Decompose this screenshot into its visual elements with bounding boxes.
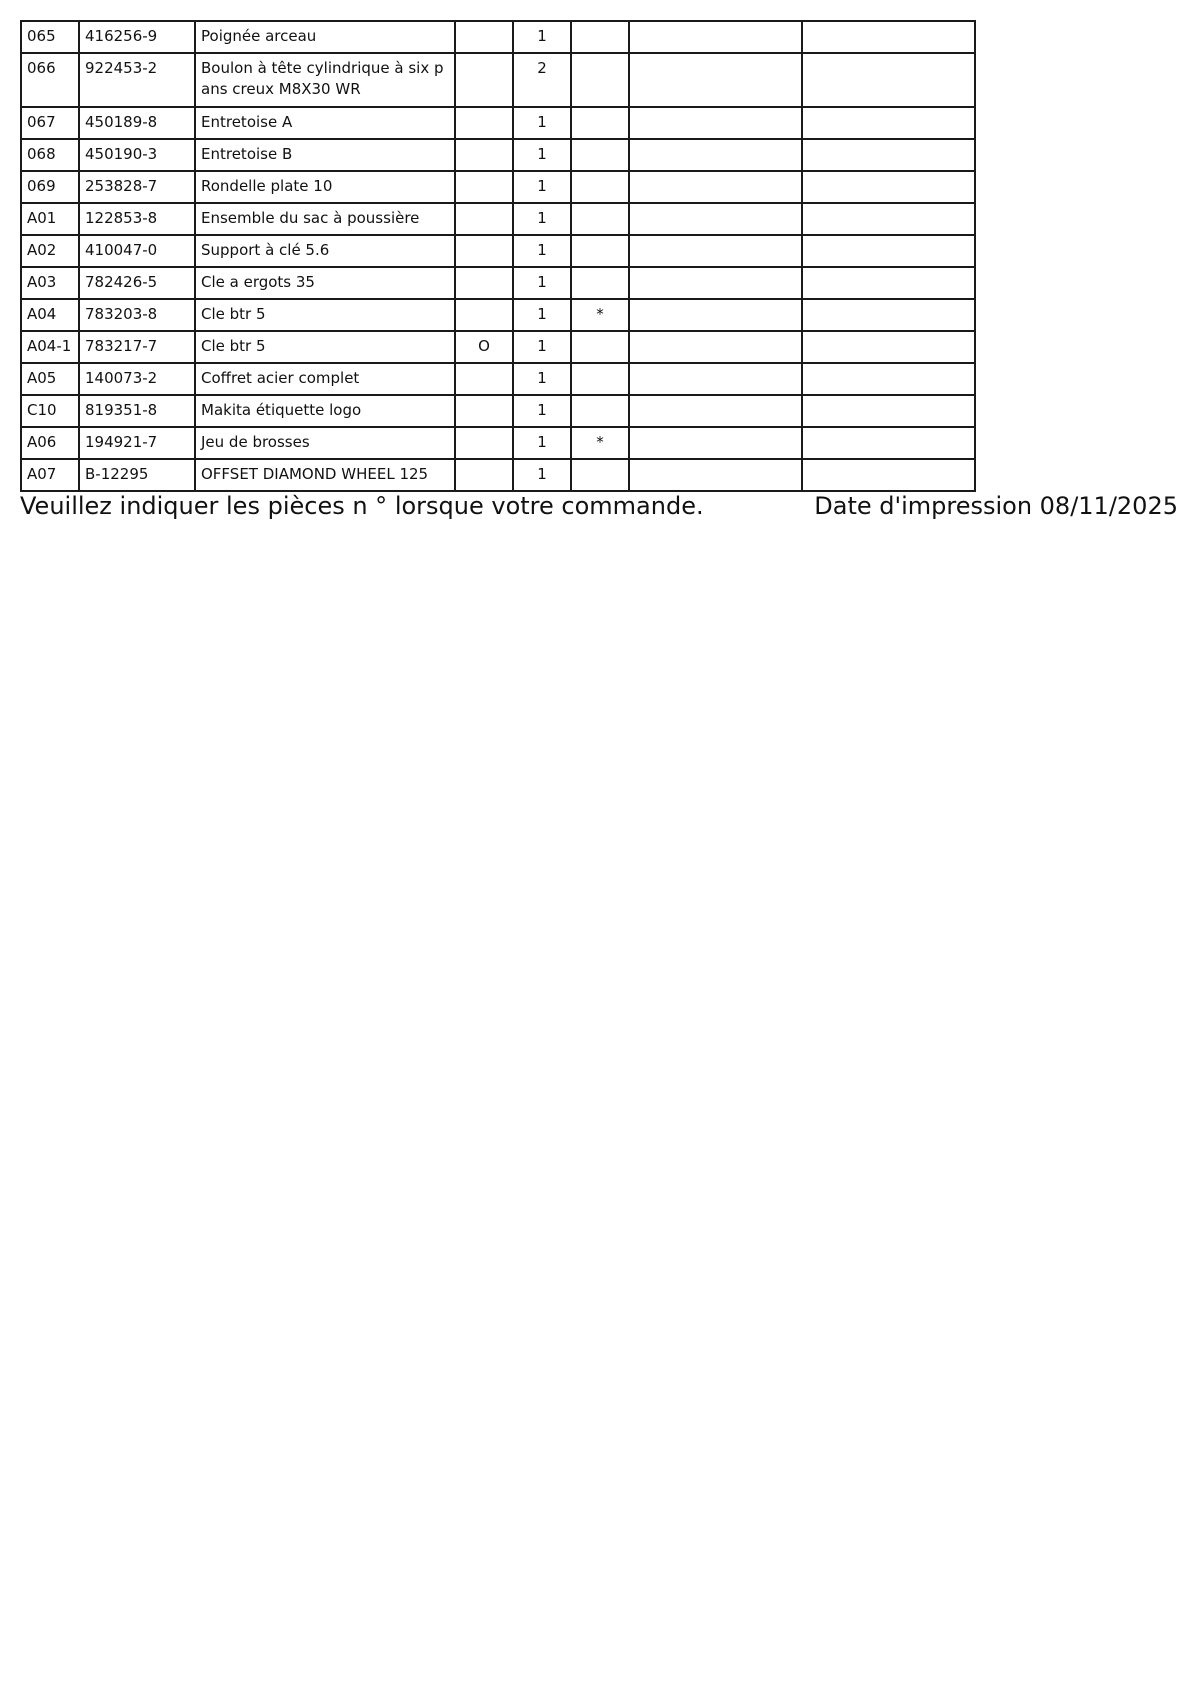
quantity-cell: 1 bbox=[513, 235, 571, 267]
blank-cell-a bbox=[629, 459, 802, 491]
blank-cell-a bbox=[629, 203, 802, 235]
part-number-cell: B-12295 bbox=[79, 459, 195, 491]
option-cell bbox=[455, 363, 513, 395]
description-cell: Ensemble du sac à poussière bbox=[195, 203, 455, 235]
note-mark-cell bbox=[571, 203, 629, 235]
blank-cell-a bbox=[629, 267, 802, 299]
part-number-cell: 450189-8 bbox=[79, 107, 195, 139]
option-cell bbox=[455, 171, 513, 203]
quantity-cell: 1 bbox=[513, 427, 571, 459]
item-number-cell: 066 bbox=[21, 53, 79, 107]
blank-cell-b bbox=[802, 395, 975, 427]
item-number-cell: A01 bbox=[21, 203, 79, 235]
note-mark-cell bbox=[571, 171, 629, 203]
part-number-cell: 253828-7 bbox=[79, 171, 195, 203]
parts-table bbox=[20, 20, 976, 492]
quantity-cell: 2 bbox=[513, 53, 571, 107]
blank-cell-b bbox=[802, 363, 975, 395]
part-number-cell: 783217-7 bbox=[79, 331, 195, 363]
note-mark-cell bbox=[571, 331, 629, 363]
option-cell bbox=[455, 21, 513, 53]
blank-cell-a bbox=[629, 363, 802, 395]
table-row bbox=[21, 235, 975, 267]
blank-cell-b bbox=[802, 21, 975, 53]
description-cell: Cle btr 5 bbox=[195, 331, 455, 363]
item-number-cell: A06 bbox=[21, 427, 79, 459]
note-mark-cell bbox=[571, 363, 629, 395]
blank-cell-b bbox=[802, 267, 975, 299]
blank-cell-b bbox=[802, 299, 975, 331]
item-number-cell: 068 bbox=[21, 139, 79, 171]
item-number-cell: 065 bbox=[21, 21, 79, 53]
blank-cell-b bbox=[802, 171, 975, 203]
quantity-cell: 1 bbox=[513, 299, 571, 331]
blank-cell-b bbox=[802, 107, 975, 139]
table-row bbox=[21, 299, 975, 331]
order-instruction-note: Veuillez indiquer les pièces n ° lorsque votre commande. bbox=[20, 492, 704, 520]
option-cell bbox=[455, 427, 513, 459]
quantity-cell: 1 bbox=[513, 171, 571, 203]
note-mark-cell bbox=[571, 21, 629, 53]
option-cell bbox=[455, 459, 513, 491]
description-cell: Rondelle plate 10 bbox=[195, 171, 455, 203]
blank-cell-a bbox=[629, 427, 802, 459]
blank-cell-b bbox=[802, 459, 975, 491]
description-cell: Makita étiquette logo bbox=[195, 395, 455, 427]
option-cell bbox=[455, 203, 513, 235]
table-row bbox=[21, 395, 975, 427]
table-row bbox=[21, 171, 975, 203]
note-mark-cell: * bbox=[571, 427, 629, 459]
item-number-cell: A02 bbox=[21, 235, 79, 267]
table-row bbox=[21, 107, 975, 139]
description-cell: Cle btr 5 bbox=[195, 299, 455, 331]
option-cell bbox=[455, 139, 513, 171]
quantity-cell: 1 bbox=[513, 459, 571, 491]
item-number-cell: A03 bbox=[21, 267, 79, 299]
quantity-cell: 1 bbox=[513, 139, 571, 171]
blank-cell-a bbox=[629, 235, 802, 267]
note-mark-cell bbox=[571, 235, 629, 267]
blank-cell-a bbox=[629, 21, 802, 53]
option-cell bbox=[455, 299, 513, 331]
blank-cell-b bbox=[802, 203, 975, 235]
note-mark-cell bbox=[571, 459, 629, 491]
description-cell: Poignée arceau bbox=[195, 21, 455, 53]
quantity-cell: 1 bbox=[513, 21, 571, 53]
item-number-cell: A04 bbox=[21, 299, 79, 331]
quantity-cell: 1 bbox=[513, 331, 571, 363]
part-number-cell: 122853-8 bbox=[79, 203, 195, 235]
table-row bbox=[21, 363, 975, 395]
note-mark-cell: * bbox=[571, 299, 629, 331]
option-cell bbox=[455, 235, 513, 267]
blank-cell-b bbox=[802, 53, 975, 107]
note-mark-cell bbox=[571, 53, 629, 107]
note-mark-cell bbox=[571, 267, 629, 299]
blank-cell-b bbox=[802, 139, 975, 171]
quantity-cell: 1 bbox=[513, 395, 571, 427]
blank-cell-b bbox=[802, 235, 975, 267]
blank-cell-a bbox=[629, 331, 802, 363]
description-cell: Jeu de brosses bbox=[195, 427, 455, 459]
blank-cell-a bbox=[629, 107, 802, 139]
option-cell bbox=[455, 395, 513, 427]
description-cell: Coffret acier complet bbox=[195, 363, 455, 395]
table-row bbox=[21, 139, 975, 171]
part-number-cell: 450190-3 bbox=[79, 139, 195, 171]
blank-cell-a bbox=[629, 53, 802, 107]
part-number-cell: 416256-9 bbox=[79, 21, 195, 53]
blank-cell-a bbox=[629, 395, 802, 427]
table-row bbox=[21, 459, 975, 491]
blank-cell-a bbox=[629, 299, 802, 331]
quantity-cell: 1 bbox=[513, 203, 571, 235]
blank-cell-a bbox=[629, 139, 802, 171]
item-number-cell: 069 bbox=[21, 171, 79, 203]
item-number-cell: A05 bbox=[21, 363, 79, 395]
quantity-cell: 1 bbox=[513, 363, 571, 395]
part-number-cell: 922453-2 bbox=[79, 53, 195, 107]
description-cell: Cle a ergots 35 bbox=[195, 267, 455, 299]
part-number-cell: 782426-5 bbox=[79, 267, 195, 299]
note-mark-cell bbox=[571, 107, 629, 139]
option-cell: O bbox=[455, 331, 513, 363]
table-row bbox=[21, 331, 975, 363]
table-row bbox=[21, 21, 975, 53]
note-mark-cell bbox=[571, 139, 629, 171]
note-mark-cell bbox=[571, 395, 629, 427]
part-number-cell: 819351-8 bbox=[79, 395, 195, 427]
print-date: Date d'impression 08/11/2025 bbox=[814, 492, 1178, 520]
description-cell: Boulon à tête cylindrique à six pans creux M8X30 WR bbox=[195, 53, 455, 107]
description-cell: Support à clé 5.6 bbox=[195, 235, 455, 267]
description-cell: OFFSET DIAMOND WHEEL 125 bbox=[195, 459, 455, 491]
blank-cell-b bbox=[802, 427, 975, 459]
item-number-cell: C10 bbox=[21, 395, 79, 427]
item-number-cell: A07 bbox=[21, 459, 79, 491]
table-row bbox=[21, 427, 975, 459]
blank-cell-a bbox=[629, 171, 802, 203]
table-row bbox=[21, 53, 975, 107]
blank-cell-b bbox=[802, 331, 975, 363]
item-number-cell: A04-1 bbox=[21, 331, 79, 363]
part-number-cell: 783203-8 bbox=[79, 299, 195, 331]
item-number-cell: 067 bbox=[21, 107, 79, 139]
quantity-cell: 1 bbox=[513, 107, 571, 139]
description-cell: Entretoise A bbox=[195, 107, 455, 139]
table-row bbox=[21, 203, 975, 235]
part-number-cell: 194921-7 bbox=[79, 427, 195, 459]
description-cell: Entretoise B bbox=[195, 139, 455, 171]
part-number-cell: 140073-2 bbox=[79, 363, 195, 395]
table-row bbox=[21, 267, 975, 299]
option-cell bbox=[455, 267, 513, 299]
part-number-cell: 410047-0 bbox=[79, 235, 195, 267]
parts-table-body bbox=[21, 21, 975, 491]
quantity-cell: 1 bbox=[513, 267, 571, 299]
option-cell bbox=[455, 53, 513, 107]
option-cell bbox=[455, 107, 513, 139]
